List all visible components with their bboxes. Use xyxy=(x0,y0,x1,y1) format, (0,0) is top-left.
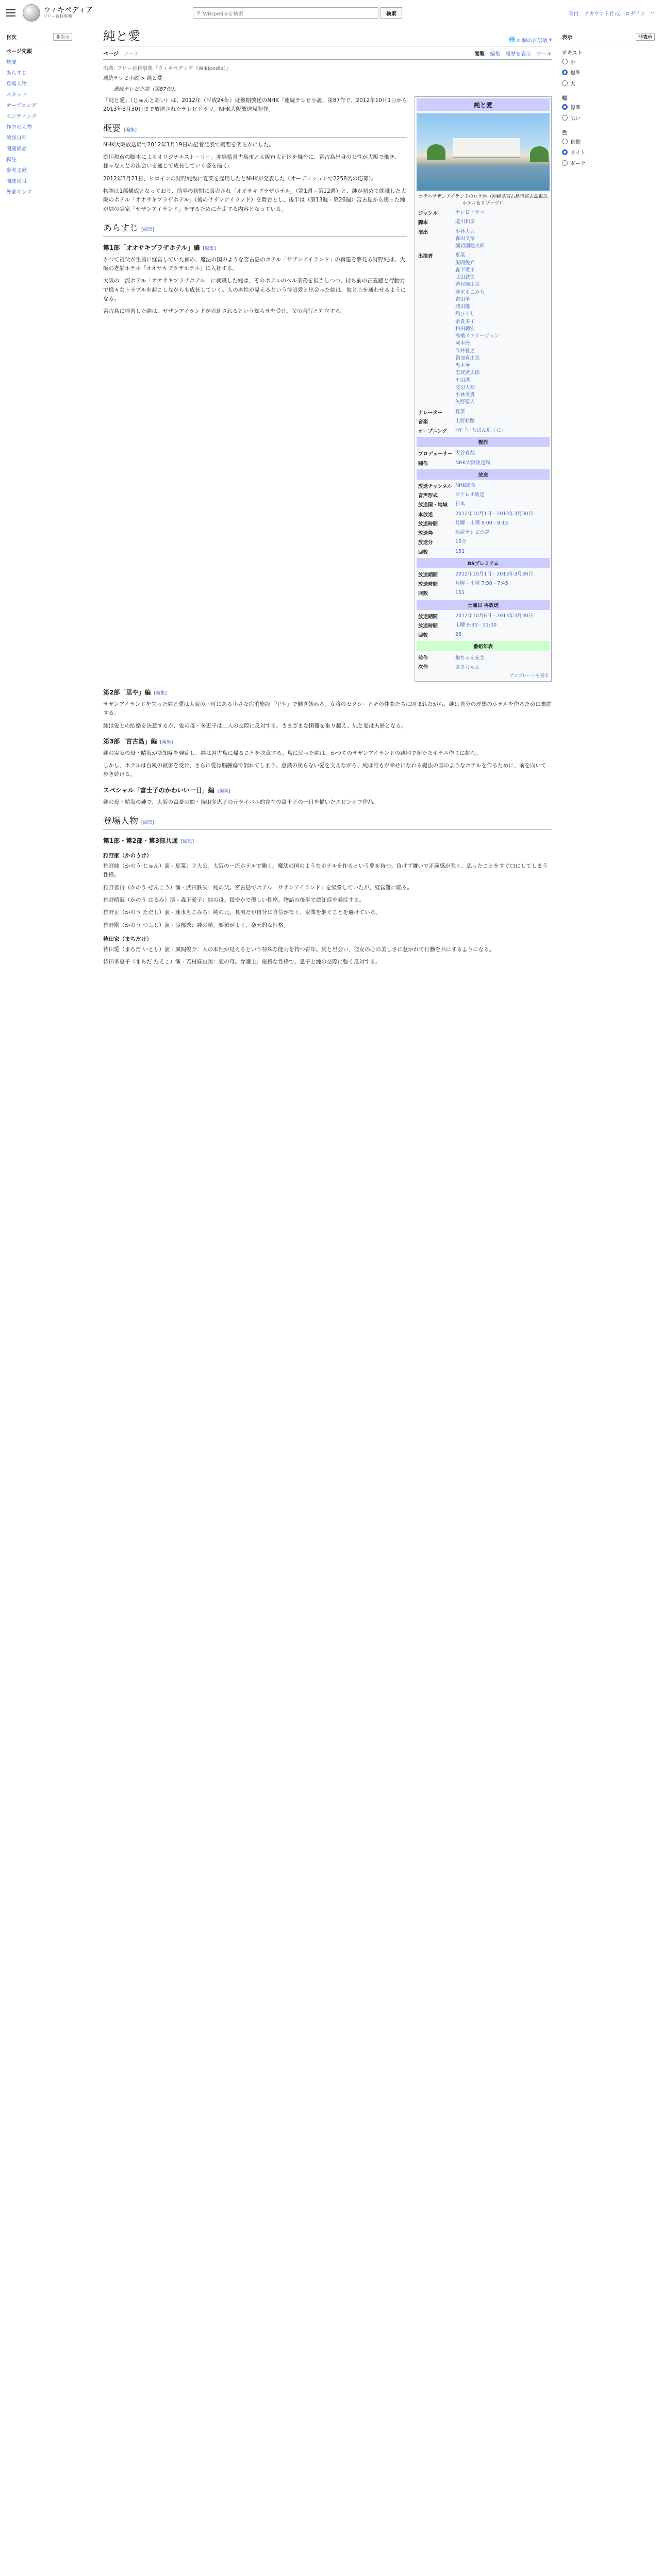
infobox-label: 音声形式 xyxy=(418,493,438,499)
toc-item[interactable]: 関連項目 xyxy=(6,179,27,184)
infobox-label: 脚本 xyxy=(418,220,428,226)
infobox-section-chronology: 番組年表 xyxy=(417,641,550,651)
infobox-value[interactable]: 今井雅之 xyxy=(455,348,475,354)
language-button[interactable] xyxy=(509,36,552,44)
toc-item[interactable]: あらすじ xyxy=(6,71,27,76)
donate-link[interactable]: 寄付 xyxy=(568,11,579,17)
infobox-label: 制作 xyxy=(418,461,428,467)
infobox-value[interactable]: 月曜 - 土曜 8:00 - 8:15 xyxy=(455,520,508,526)
edit-section-link[interactable]: 編集 xyxy=(155,691,165,697)
infobox-label: 本放送 xyxy=(418,512,433,518)
show-template-link[interactable]: テンプレートを表示 xyxy=(509,673,549,679)
infobox-label: ジャンル xyxy=(418,211,438,216)
search-icon: ⚲ xyxy=(196,10,201,16)
infobox-value[interactable]: 吉田羊 xyxy=(455,296,470,302)
infobox-label: オープニング xyxy=(418,429,447,434)
overview-paragraph: 2012年3月21日、ヒロインの狩野純役に夏菜を起用したとNHKが発表した（オーディションで2258名の応募）。 xyxy=(103,175,377,182)
infobox-value[interactable]: 大谷直哉 xyxy=(455,450,475,456)
edit-section-link[interactable]: 編集 xyxy=(125,127,135,133)
section-heading-overview: 概要 [編集] xyxy=(103,122,407,138)
infobox-image[interactable] xyxy=(417,113,550,191)
main-content xyxy=(103,26,552,971)
previous-series-link[interactable]: 梅ちゃん先生 xyxy=(455,655,485,662)
infobox-label: 放送時間 xyxy=(418,623,438,629)
infobox-value[interactable]: 森下愛子 xyxy=(455,267,475,273)
edit-section-link[interactable]: 編集 xyxy=(143,227,153,232)
cast-group-heading: 待田家（まちだけ） xyxy=(103,936,152,942)
cast-paragraph: 待田愛（まちだ いとし）演 - 風間俊介：人の本性が見えるという特殊な能力を持つ青年。純と出会い、彼女の心の美しさに惹かれて行動を共にするようになる。 xyxy=(103,946,495,953)
radio-button-icon[interactable] xyxy=(562,160,568,166)
infobox-value[interactable]: 土曜 9:30 - 11:00 xyxy=(455,622,497,628)
toc-item[interactable]: オープニング xyxy=(6,103,37,109)
toc-item[interactable]: ページ先頭 xyxy=(6,49,32,55)
infobox-value[interactable]: 上野耕路 xyxy=(455,418,475,424)
infobox-label: 次作 xyxy=(418,665,428,671)
toc-item[interactable]: 関連商品 xyxy=(6,146,27,152)
infobox-label: 放送期間 xyxy=(418,614,438,620)
subsection-heading-ep2: 第2部「里や」編 [編集] xyxy=(103,689,167,697)
radio-label: ダーク xyxy=(570,161,586,167)
cast-paragraph: 狩野純（かのう じゅん）演 - 夏菜：主人公。大阪の一流ホテルで働く。魔法の国のようなホテルを作るという夢を持つ。負けず嫌いで正義感が強く、思ったことをすぐ口にしてしまう性格。 xyxy=(103,862,548,878)
infobox-value[interactable]: 余貴美子 xyxy=(455,318,475,325)
infobox-label: プロデューサー xyxy=(418,451,453,457)
infobox-value[interactable]: 15分 xyxy=(455,539,467,545)
infobox-value[interactable]: 岡本玲 xyxy=(455,341,470,347)
width-label: 幅 xyxy=(562,96,567,101)
radio-button-icon[interactable] xyxy=(562,139,568,144)
infobox-value[interactable]: 矢野聖人 xyxy=(455,399,475,405)
infobox-value[interactable]: 渡辺大知 xyxy=(455,384,475,391)
infobox-value[interactable]: 平田満 xyxy=(455,377,470,383)
edit-section-link[interactable]: 編集 xyxy=(204,246,214,251)
ep1-paragraph: 大阪の一流ホテル「オオサキプラザホテル」に就職した純は、そのホテルのベル業務を担当しつつ、持ち前の正義感と行動力で様々なトラブルを起こしながらも成長していく。人の本性が見えるという待田愛と出会った純は、彼と心を通わせるようになる。 xyxy=(103,278,406,302)
radio-option[interactable] xyxy=(562,112,655,123)
infobox xyxy=(415,96,552,682)
radio-option[interactable] xyxy=(562,158,655,168)
subsection-heading-ep3: 第3部「宮古島」編 [編集] xyxy=(103,737,173,745)
create-account-link[interactable]: アカウント作成 xyxy=(584,11,620,17)
toc-item[interactable]: 外部リンク xyxy=(6,190,32,195)
radio-option[interactable] xyxy=(562,67,655,78)
search-placeholder: Wikipediaを検索 xyxy=(203,11,244,17)
login-link[interactable]: ログイン xyxy=(625,11,646,17)
infobox-value[interactable]: 日本 xyxy=(455,501,466,507)
infobox-value[interactable]: 連続テレビ小説 xyxy=(455,530,490,535)
infobox-section-broadcast: 放送 xyxy=(417,469,550,480)
radio-option[interactable] xyxy=(562,136,655,147)
appearance-panel xyxy=(562,31,655,168)
infobox-section-weekly: 土曜日 再放送 xyxy=(417,600,550,610)
logo-subtitle: フリー百科事典 xyxy=(43,14,72,19)
edit-section-link[interactable]: 編集 xyxy=(219,788,229,794)
section-heading-synopsis: あらすじ [編集] xyxy=(103,221,407,237)
section-heading-cast: 登場人物 [編集] xyxy=(103,814,552,830)
article-body xyxy=(103,688,552,967)
search-form xyxy=(193,7,402,19)
tab-talk[interactable]: ノート xyxy=(123,52,139,57)
radio-button-icon[interactable] xyxy=(562,115,568,121)
cast-paragraph: 狩野晴海（かのう はるみ）演 - 森下愛子：純の母。穏やかで優しい性格。物語の後半で認知症を発症する。 xyxy=(103,896,365,903)
radio-option[interactable] xyxy=(562,56,655,67)
next-series-link[interactable]: あまちゃん xyxy=(455,665,480,671)
infobox-value[interactable]: 高橋メアリージュン xyxy=(455,333,499,339)
infobox-label: 放送期間 xyxy=(418,572,438,578)
logo-title: ウィキペディア xyxy=(43,6,93,14)
infobox-label: 前作 xyxy=(418,655,428,662)
infobox-value[interactable]: 黒木華 xyxy=(455,363,470,368)
infobox-label: 放送枠 xyxy=(418,531,433,536)
toc-item[interactable]: エンディング xyxy=(6,114,37,120)
page-title: 純と愛 xyxy=(103,29,140,43)
subsection-heading-special: スペシャル「富士子のかわいい一日」編 [編集] xyxy=(103,786,230,794)
infobox-section-production: 製作 xyxy=(417,437,550,447)
toc-hide-button[interactable]: 非表示 xyxy=(53,33,72,41)
infobox-value[interactable]: 2012年10月1日 - 2013年3月30日 xyxy=(455,511,534,517)
search-button[interactable]: 検索 xyxy=(380,7,402,19)
infobox-value[interactable]: 小林大児 xyxy=(455,228,475,234)
toc-heading: 目次 xyxy=(6,35,16,41)
chevron-down-icon: ▾ xyxy=(549,37,552,43)
table-of-contents xyxy=(6,31,72,197)
radio-label: 大 xyxy=(570,81,575,87)
radio-option[interactable] xyxy=(562,78,655,89)
infobox-section-bs: BSプレミアム xyxy=(417,558,550,568)
radio-button-icon[interactable] xyxy=(562,149,568,155)
ep1-paragraph: かつて祖父が生前に経営していた南の、魔法の国のような宮古島のホテル「サザンアイランド」の再建を夢見る狩野純は、大阪の老舗ホテル「オオサキプラザホテル」に入社する。 xyxy=(103,256,405,272)
radio-option[interactable] xyxy=(562,101,655,112)
infobox-value[interactable]: 夏菜 xyxy=(455,409,466,415)
infobox-value[interactable]: 151 xyxy=(455,590,465,596)
breadcrumb[interactable]: 連続テレビ小説 > 純と愛 xyxy=(103,76,162,81)
special-paragraph: 純の母・晴海の姉で、大阪の富豪の娘・待田多恵子の元ライバル的存在の富士子の一日を描いたスピンオフ作品。 xyxy=(103,799,379,805)
radio-label: 自動 xyxy=(570,140,581,145)
toc-item[interactable]: 脚注 xyxy=(6,157,16,163)
radio-label: 標準 xyxy=(570,71,581,76)
wikipedia-globe-icon xyxy=(23,4,40,22)
radio-button-icon[interactable] xyxy=(562,104,568,110)
tab-edit[interactable]: 編集 xyxy=(490,52,501,57)
infobox-label: 回数 xyxy=(418,633,428,638)
cast-paragraph: 狩野剛（かのう つよし）演 - 渡部秀：純の弟。要領がよく、楽天的な性格。 xyxy=(103,922,289,928)
infobox-value[interactable]: 城田優 xyxy=(455,304,470,310)
infobox-label: 回数 xyxy=(418,591,428,597)
radio-button-icon[interactable] xyxy=(562,80,568,86)
infobox-value[interactable]: NHK総合 xyxy=(455,482,476,488)
radio-label: ライト xyxy=(570,150,586,156)
ep2-paragraph: サザンアイランドを失った純と愛は大阪の下町にある小さな宿泊施設「里や」で働き始める。女将のセクシーとその仲間たちに囲まれながら、純は自分の理想のホテルを作るために奮闘する。 xyxy=(103,701,552,717)
infobox-value[interactable]: NHK大阪放送局 xyxy=(455,460,490,466)
infobox-label: 出演者 xyxy=(418,253,433,260)
infobox-title: 純と愛 xyxy=(417,98,550,111)
infobox-label: 放送分 xyxy=(418,540,433,546)
infobox-value[interactable]: 151 xyxy=(455,548,465,554)
infobox-label: 放送チャンネル xyxy=(418,483,452,489)
overview-paragraph: 遊川和彦の脚本によるオリジナルストーリー。沖縄県宮古島市と大阪市大正区を舞台に、宮古島出身の女性が大阪で働き、様々な人との出会いを通じて成長していく姿を描く。 xyxy=(103,154,400,170)
toc-item[interactable]: 作中の人物 xyxy=(6,125,32,130)
ep3-paragraph: しかし、ホテルは台風の被害を受け、さらに愛は脳腫瘍で倒れてしまう。意識の戻らない愛を支えながら、純は誰もが幸せになれる魔法の国のようなホテルを作るために、前を向いて歩き続ける。 xyxy=(103,762,547,778)
radio-option[interactable] xyxy=(562,147,655,158)
tab-history[interactable]: 履歴を表示 xyxy=(505,52,532,57)
header-links xyxy=(569,9,656,17)
appearance-heading: 表示 xyxy=(562,35,572,41)
infobox-value[interactable]: 志賀廣太郎 xyxy=(455,370,480,376)
infobox-label: 音楽 xyxy=(418,419,428,425)
edit-section-link[interactable]: 編集 xyxy=(161,739,171,745)
toc-item[interactable]: 概要 xyxy=(6,60,16,65)
radio-label: 標準 xyxy=(570,105,581,111)
infobox-value[interactable]: 遊川和彦 xyxy=(455,219,475,225)
tab-tools[interactable]: ツール xyxy=(536,52,552,57)
wikipedia-logo[interactable] xyxy=(23,4,141,22)
more-options-icon[interactable]: ⋯ xyxy=(651,10,656,16)
infobox-value[interactable]: 速水もこみち xyxy=(455,289,485,295)
infobox-value[interactable]: テレビドラマ xyxy=(455,210,485,215)
site-header xyxy=(0,0,662,26)
search-input[interactable] xyxy=(193,7,378,19)
appearance-hide-button[interactable]: 非表示 xyxy=(636,33,655,41)
tab-read[interactable]: 閲覧 xyxy=(474,52,485,57)
text-size-label: テキスト xyxy=(562,50,583,56)
toc-item[interactable]: 放送日程 xyxy=(6,135,27,141)
main-menu-icon[interactable] xyxy=(6,9,15,16)
infobox-value[interactable]: 若村麻由美 xyxy=(455,282,480,288)
radio-label: 小 xyxy=(570,60,575,65)
edit-section-link[interactable]: 編集 xyxy=(143,820,153,825)
hatnote: 連続テレビ小説（第87作）。 xyxy=(113,87,179,92)
radio-button-icon[interactable] xyxy=(562,70,568,75)
ep2-paragraph: 純は愛との結婚を決意するが、愛の母・多恵子は二人の交際に反対する。さまざまな困難を乗り越え、純と愛は夫婦となる。 xyxy=(103,722,407,729)
infobox-value[interactable]: 舘ひろし xyxy=(455,311,475,317)
infobox-label: 放送時間 xyxy=(418,582,438,587)
from-line: 出典: フリー百科事典『ウィキペディア（Wikipedia）』 xyxy=(103,66,231,72)
infobox-label: 演出 xyxy=(418,229,428,235)
infobox-value[interactable]: ステレオ放送 xyxy=(455,492,485,498)
article-lead xyxy=(103,96,407,682)
infobox-value[interactable]: 風間俊介 xyxy=(455,260,475,266)
cast-paragraph: 狩野善行（かのう ぜんこう）演 - 武田鉄矢：純の父。宮古島でホテル「サザンアイランド」を経営していたが、経営難に陥る。 xyxy=(103,884,413,891)
infobox-value[interactable]: 武田鉄矢 xyxy=(455,275,475,280)
subsection-heading-cast-common: 第1部・第2部・第3部共通 [編集] xyxy=(103,837,194,844)
infobox-value[interactable]: 2012年10月6日 - 2013年3月30日 xyxy=(455,613,534,619)
infobox-value[interactable]: HY「いちばん近くに」 xyxy=(455,428,506,433)
infobox-value[interactable]: 和田聰宏 xyxy=(455,326,475,332)
language-icon: 🌐 xyxy=(508,37,516,43)
radio-button-icon[interactable] xyxy=(562,59,568,64)
language-count: 4 個の言語版 xyxy=(517,38,548,44)
color-label: 色 xyxy=(562,130,567,136)
tab-page[interactable]: ページ xyxy=(103,52,119,57)
infobox-caption: ホテルサザンアイランドのロケ地（沖縄県宮古島市宮古島東急ホテル＆リゾーツ） xyxy=(418,194,548,206)
infobox-value[interactable]: 月曜 - 土曜 7:30 - 7:45 xyxy=(455,581,508,586)
radio-label: 広い xyxy=(570,116,581,122)
cast-paragraph: 待田多恵子（まちだ たえこ）演 - 若村麻由美：愛の母。弁護士。厳格な性格で、息子と純の交際に強く反対する。 xyxy=(103,959,381,965)
toc-item[interactable]: 参考文献 xyxy=(6,168,27,174)
infobox-value[interactable]: 26 xyxy=(455,632,462,637)
infobox-value[interactable]: 堀切園健太郎 xyxy=(455,243,485,249)
ep1-paragraph: 宮古島に帰省した純は、サザンアイランドが売却されるという知らせを受け、父の善行と対立する。 xyxy=(103,308,346,315)
cast-paragraph: 狩野正（かのう ただし）演 - 速水もこみち：純の兄。長男だが自分に自信がなく、家業を継ぐことを避けている。 xyxy=(103,909,381,916)
ep3-paragraph: 純の実家の母・晴海が認知症を発症し、純は宮古島に帰ることを決意する。島に戻った純は、かつてのサザンアイランドの跡地で新たなホテル作りに挑む。 xyxy=(103,750,482,756)
toc-item[interactable]: 登場人物 xyxy=(6,81,27,87)
infobox-value[interactable]: 2012年10月1日 - 2013年3月30日 xyxy=(455,571,534,577)
intro-paragraph: 『純と愛』（じゅんとあい）は、2012年（平成24年）度後期放送のNHK「連続テレビ小説」第87作で、2012年10月1日から2013年3月30日まで放送されたテレビドラマ。NHK大阪放送局制作。 xyxy=(103,97,407,113)
infobox-label: 回数 xyxy=(418,549,428,555)
toc-item[interactable]: スタッフ xyxy=(6,92,27,98)
overview-paragraph: 物語は1部構成となっており、前半の初期に販売され「オオサキプラザホテル」（第1週 - 第12週）と、純が初めて就職した大阪のホテル「オオサキプラザホテル」（後のサザンアイランド）を舞台とし、後半は（第13週 - 第26週）宮古島から戻った純が純の実家「サザンアイランド」を守るために奔走する内容となっている。 xyxy=(103,188,406,212)
infobox-value[interactable]: 夏菜 xyxy=(455,252,466,259)
infobox-value[interactable]: 森田文章 xyxy=(455,235,475,242)
cast-group-heading: 狩野家（かのうけ） xyxy=(103,852,152,859)
infobox-label: 放送国・地域 xyxy=(418,502,448,509)
overview-paragraph: NHK大阪放送局で2012年1月19日の記者発表で概要を明らかにした。 xyxy=(103,141,274,148)
subsection-heading-ep1: 第1部「オオサキプラザホテル」編 [編集] xyxy=(103,244,216,251)
infobox-value[interactable]: 小林美貴 xyxy=(455,392,475,398)
infobox-value[interactable]: 朝加真由美 xyxy=(455,355,480,361)
infobox-label: ナレーター xyxy=(418,410,443,416)
edit-section-link[interactable]: 編集 xyxy=(183,839,192,844)
infobox-label: 放送時間 xyxy=(418,521,438,527)
